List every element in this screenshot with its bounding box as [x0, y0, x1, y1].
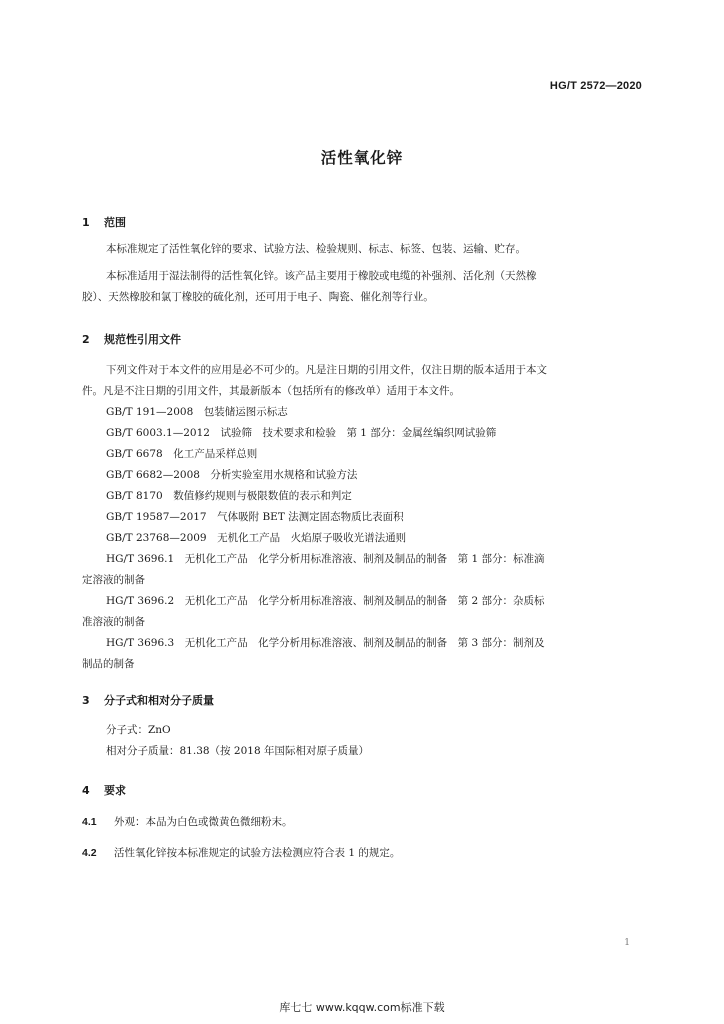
paragraph-line: 本标准规定了活性氧化锌的要求、试验方法、检验规则、标志、标签、包装、运输、贮存。 — [106, 243, 526, 255]
section-4-heading — [82, 782, 126, 798]
section-number: 2 — [82, 333, 90, 346]
footer-watermark-text: 库七七 www.kqqw.com标准下载 — [279, 1001, 445, 1014]
section-number: 4 — [82, 784, 90, 797]
reference-item: GB/T 6003.1—2012 试验筛 技术要求和检验 第 1 部分：金属丝编织网试验筛 — [106, 427, 497, 439]
page-number: 1 — [624, 938, 630, 948]
molecular-formula: 分子式：ZnO — [106, 724, 171, 736]
section-number: 1 — [82, 216, 90, 229]
reference-item: GB/T 19587—2017 气体吸附 BET 法测定固态物质比表面积 — [106, 511, 404, 523]
reference-item: GB/T 8170 数值修约规则与极限数值的表示和判定 — [106, 490, 352, 502]
reference-item-continuation: 制品的制备 — [82, 658, 135, 670]
reference-item-continuation: 准溶液的制备 — [82, 616, 145, 628]
section-title: 范围 — [104, 216, 126, 229]
document-title: 活性氧化锌 — [320, 149, 404, 167]
clause-number: 4.1 — [82, 816, 97, 828]
relative-molecular-mass: 相对分子质量：81.38（按 2018 年国际相对原子质量） — [106, 745, 369, 757]
section-1-heading — [82, 214, 126, 230]
section-title: 规范性引用文件 — [104, 333, 181, 346]
paragraph-line: 本标准适用于湿法制得的活性氧化锌。该产品主要用于橡胶或电缆的补强剂、活化剂（天然橡 — [106, 270, 537, 282]
reference-item: HG/T 3696.3 无机化工产品 化学分析用标准溶液、制剂及制品的制备 第 3 部分：制剂及 — [106, 637, 545, 649]
clause-4-2 — [82, 845, 400, 860]
clause-4-1 — [82, 814, 293, 829]
paragraph-line: 下列文件对于本文件的应用是必不可少的。凡是注日期的引用文件，仅注日期的版本适用于本文 — [106, 364, 547, 376]
clause-number: 4.2 — [82, 847, 97, 859]
reference-item: HG/T 3696.2 无机化工产品 化学分析用标准溶液、制剂及制品的制备 第 2 部分：杂质标 — [106, 595, 545, 607]
paragraph-line: 件。凡是不注日期的引用文件，其最新版本（包括所有的修改单）适用于本文件。 — [82, 385, 460, 397]
reference-item: GB/T 191—2008 包装储运图示标志 — [106, 406, 288, 418]
clause-text: 活性氧化锌按本标准规定的试验方法检测应符合表 1 的规定。 — [114, 847, 401, 859]
reference-item: GB/T 6678 化工产品采样总则 — [106, 448, 258, 460]
reference-item: GB/T 6682—2008 分析实验室用水规格和试验方法 — [106, 469, 358, 481]
section-number: 3 — [82, 694, 90, 707]
paragraph-line: 胶）、天然橡胶和氯丁橡胶的硫化剂，还可用于电子、陶瓷、催化剂等行业。 — [82, 291, 434, 303]
standard-number: HG/T 2572—2020 — [549, 80, 642, 92]
section-3-heading — [82, 692, 214, 708]
section-title: 要求 — [104, 784, 126, 797]
reference-item: GB/T 23768—2009 无机化工产品 火焰原子吸收光谱法通则 — [106, 532, 407, 544]
section-2-heading — [82, 331, 181, 347]
clause-text: 外观：本品为白色或微黄色微细粉末。 — [114, 816, 293, 828]
section-title: 分子式和相对分子质量 — [104, 694, 214, 707]
reference-item-continuation: 定溶液的制备 — [82, 574, 145, 586]
reference-item: HG/T 3696.1 无机化工产品 化学分析用标准溶液、制剂及制品的制备 第 1 部分：标准滴 — [106, 553, 545, 565]
